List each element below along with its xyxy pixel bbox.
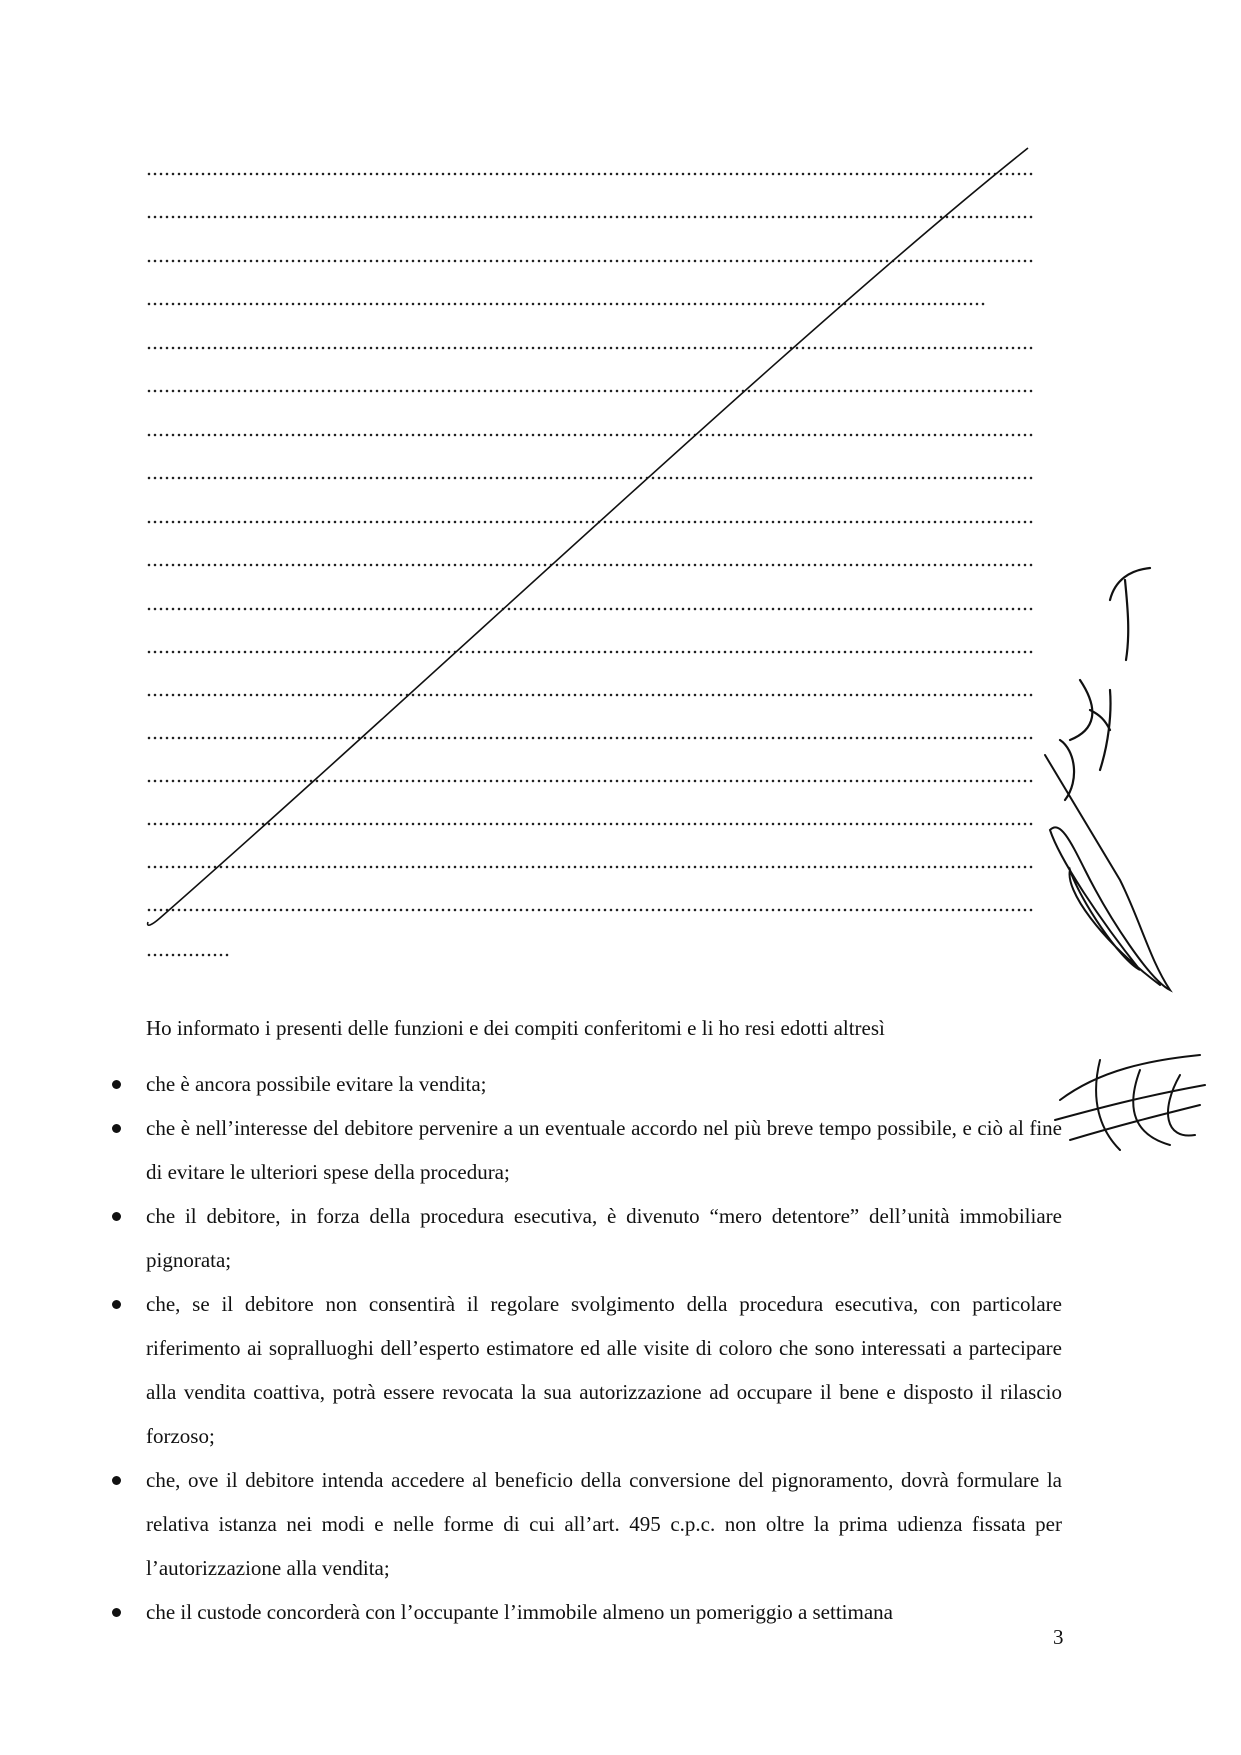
bullet-icon — [112, 1124, 121, 1133]
bullet-icon — [112, 1608, 121, 1617]
dotted-line — [146, 865, 1034, 869]
list-item — [146, 1106, 1062, 1194]
dotted-line — [146, 953, 230, 957]
dotted-line — [146, 476, 1034, 480]
list-item — [146, 1062, 1062, 1106]
dotted-line — [146, 736, 1034, 740]
dotted-line — [146, 908, 1034, 912]
bullet-text: che, se il debitore non consentirà il regolare svolgimento della procedura esecutiva, con particolare riferimento ai sopralluoghi dell’esperto estimatore ed alle visite di coloro che sono interessati a partecipare alla vendita coattiva, potrà essere revocata la sua autorizzazione ad occupare il bene e disposto il rilascio forzoso; — [146, 1292, 1062, 1448]
dotted-line — [146, 302, 986, 306]
intro-paragraph: Ho informato i presenti delle funzioni e dei compiti conferitomi e li ho resi edotti altresì — [146, 1016, 885, 1040]
dotted-line — [146, 259, 1034, 263]
bullet-text: che il debitore, in forza della procedura esecutiva, è divenuto “mero detentore” dell’unità immobiliare pignorata; — [146, 1204, 1062, 1272]
dotted-line — [146, 389, 1034, 393]
dotted-line — [146, 563, 1034, 567]
dotted-line — [146, 607, 1034, 611]
dotted-line — [146, 779, 1034, 783]
bullet-list — [146, 1062, 1062, 1634]
bullet-text: che è ancora possibile evitare la vendita; — [146, 1072, 487, 1096]
dotted-line — [146, 650, 1034, 654]
page-number: 3 — [1053, 1625, 1064, 1649]
dotted-line — [146, 520, 1034, 524]
bullet-icon — [112, 1080, 121, 1089]
margin-signatures — [1040, 540, 1230, 1220]
list-item — [146, 1458, 1062, 1590]
list-item — [146, 1194, 1062, 1282]
bullet-text: che il custode concorderà con l’occupante l’immobile almeno un pomeriggio a settimana — [146, 1600, 893, 1624]
dotted-line — [146, 693, 1034, 697]
bullet-text: che è nell’interesse del debitore pervenire a un eventuale accordo nel più breve tempo possibile, e ciò al fine di evitare le ulteriori spese della procedura; — [146, 1116, 1062, 1184]
dotted-line — [146, 346, 1034, 350]
bullet-icon — [112, 1212, 121, 1221]
bullet-icon — [112, 1476, 121, 1485]
dotted-line — [146, 172, 1034, 176]
bullet-icon — [112, 1300, 121, 1309]
list-item — [146, 1282, 1062, 1458]
dotted-line — [146, 822, 1034, 826]
dotted-line — [146, 433, 1034, 437]
bullet-text: che, ove il debitore intenda accedere al beneficio della conversione del pignoramento, dovrà formulare la relativa istanza nei modi e nelle forme di cui all’art. 495 c.p.c. non oltre la prima udienza fissata per l’autorizzazione alla vendita; — [146, 1468, 1062, 1580]
dotted-line — [146, 215, 1034, 219]
list-item — [146, 1590, 1062, 1634]
